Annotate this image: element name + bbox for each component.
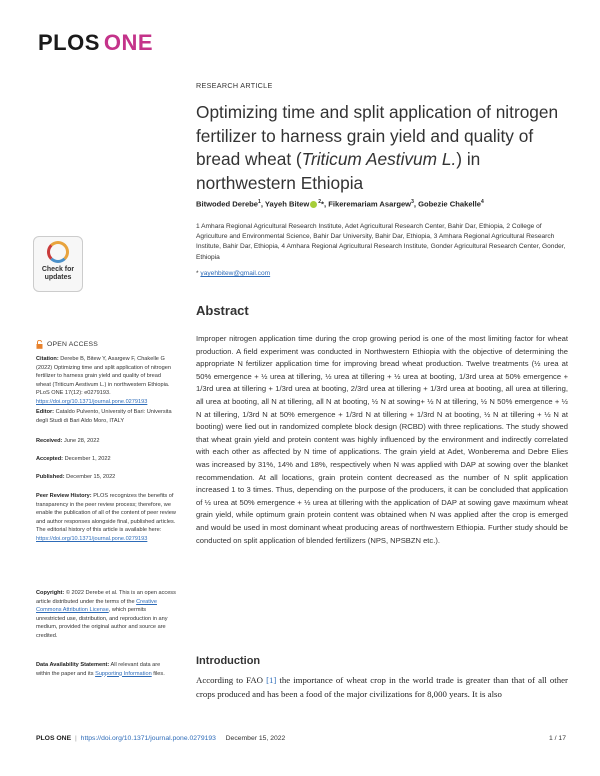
received-date: June 28, 2022 [64, 438, 100, 444]
footer-journal: PLOS ONE [36, 735, 72, 742]
accepted-block [36, 455, 176, 464]
published-date: December 15, 2022 [66, 474, 116, 480]
open-access-label [36, 340, 98, 349]
reference-link[interactable]: [1] [266, 675, 277, 685]
intro-text-1: According to FAO [196, 675, 267, 685]
data-availability-text-2: files. [153, 670, 165, 677]
article-type: RESEARCH ARTICLE [196, 81, 273, 90]
editor-text: Cataldo Pulvento, University of Bari: Universita degli Studi di Bari Aldo Moro, ITALY [36, 409, 172, 424]
published-label: Published: [36, 474, 65, 480]
copyright-text-2: , which permits unrestricted use, distribution, and reproduction in any medium, provided the original author and source are credited. [36, 607, 168, 639]
title-part2: ) in northwestern Ethiopia [196, 149, 481, 193]
author-name[interactable]: Yayeh Bitew [264, 199, 310, 209]
badge-text: Check for updates [41, 266, 75, 281]
page-footer: PLOS ONE | https://doi.org/10.1371/journal.pone.0279193 December 15, 2022 1 / 17 [36, 735, 566, 742]
introduction-text [196, 673, 568, 701]
affiliations: 1 Amhara Regional Agricultural Research Institute, Adet Agricultural Research Center, Bahir Dar, Ethiopia, 2 College of Agriculture and Environmental Science, Bahir Dar University, Bahir Dar, Ethiopia, 3 Amhara Regional Agricultural Research Institute, Bahir Dar, Ethiopia, 4 Amhara Regional Agricultural Research Institute, Gonder Agricultural Research Center, Gonder, Ethiopia [196, 223, 566, 261]
copyright-text: © 2022 Derebe et al. This is an open access article distributed under the terms of the [36, 590, 176, 605]
author-sup: 2 [318, 199, 322, 205]
citation-block [36, 355, 176, 407]
open-access-text: OPEN ACCESS [47, 341, 98, 348]
logo-plos: PLOS [38, 30, 100, 55]
footer-doi-link[interactable]: https://doi.org/10.1371/journal.pone.0279193 [80, 735, 216, 742]
author-name[interactable]: Bitwoded Derebe [196, 199, 259, 209]
orcid-icon[interactable] [310, 201, 317, 208]
received-block [36, 437, 176, 446]
editor-label: Editor: [36, 409, 55, 415]
abstract-heading: Abstract [196, 303, 249, 318]
author-list: Bitwoded Derebe$^1$, Yayeh Bitew $^2$*, Fikeremariam Asargew$^3$, Gobezie Chakelle$^4$ [196, 199, 484, 209]
intro-text-2: the importance of wheat crop in the world trade is greater than that of all other crops produced and has been a food of the major civilizations for 8,000 years. It is also [196, 675, 568, 699]
peer-review-text: PLOS recognizes the benefits of transparency in the peer review process; therefore, we enable the publication of all of the content of peer review and author responses alongside final, published articles. The editorial history of this article is available here: [36, 493, 176, 534]
accepted-label: Accepted: [36, 456, 64, 462]
data-availability-text: All relevant data are within the paper and its [36, 662, 161, 677]
author-sup: 1 [258, 199, 261, 205]
title-part1: Optimizing time and split application of nitrogen fertilizer to harness grain yield and quality of bread wheat ( [196, 102, 559, 169]
citation-label: Citation: [36, 356, 59, 362]
email-link[interactable]: yayehbitew@gmail.com [200, 270, 271, 277]
introduction-heading: Introduction [196, 655, 261, 667]
check-updates-icon [47, 241, 69, 263]
data-availability-label: Data Availability Statement: [36, 662, 110, 668]
copyright-block [36, 589, 176, 641]
copyright-label: Copyright: [36, 590, 65, 596]
footer-date: December 15, 2022 [225, 735, 286, 742]
corresponding-email [196, 270, 270, 277]
abstract-text: Improper nitrogen application time during the crop growing period is one of the most limiting factor for wheat production. A field experiment was conducted in Northwestern Ethiopia with the objective of determining the appropriate N fertilizer application time for improving bread wheat production. Twelve treatments (½ urea at 50% emergence + ½ urea at tillering, ½ urea at tillering + ½ urea at booting, 1/3rd urea at 50% emergence + 1/3rd urea at tillering + 1/3rd urea at booting, 2/3rd urea at tillering + 1/3rd urea at booting, all urea at tillering, all urea at booting, all N at tillering, all N at booting, ½ N at sowing+ ½ N at tillering, ½ N 50% emergence + ½ N at tillering, 1/3rd N at 50% emergence + 1/3rd N at tillering + 1/3rd N at booting, ½ N at tillering + ½ N at booting) were lied out in randomized complete block design (RCBD) with three replications. The study showed that wheat grain yield and protein content was highly influenced by the environment and indirectly correlated with each other as affected by N time of applications. The grain yield at Adet, Wonberema and Debre Elies was increased by 31%, 14% and 18%, respectively when N was applied with DAP at sowing over the blanket recommendation. At all locations, grain protein content decreased as the number of N split application increased 1 to 3 times. Thus, depending on the purpose of the producers, it can be concluded that application of ½ urea at 50% emergence + ½ urea at tillering with the application of DAP at sowing gave maximum wheat grain yield, while optimum grain protein content was obtained when N was applied after the crop is emerged and would be used in most dominant wheat producing areas of northwestern Ethiopia. Further study should be conducted on split application of blended fertilizers (NPS, NPSBZN etc.). [196, 334, 568, 545]
author-name[interactable]: Gobezie Chakelle [418, 199, 481, 209]
page-number: 1 / 17 [548, 735, 566, 742]
citation-doi-link[interactable]: https://doi.org/10.1371/journal.pone.0279193 [36, 398, 148, 405]
supporting-info-link[interactable]: Supporting Information [95, 670, 152, 677]
peer-review-block [36, 492, 176, 544]
peer-review-label: Peer Review History: [36, 493, 92, 499]
accepted-date: December 1, 2022 [64, 456, 111, 462]
corresponding-mark: * [321, 199, 324, 209]
received-label: Received: [36, 438, 63, 444]
email-prefix: * [196, 270, 201, 277]
license-link[interactable]: Creative Commons Attribution License [36, 598, 157, 614]
published-block [36, 473, 176, 482]
citation-text: Derebe B, Bitew Y, Asargew F, Chakelle G (2022) Optimizing time and split application of nitrogen fertilizer to harness grain yield and quality of bread wheat (Triticum Aestivum L.) in northwestern Ethiopia. PLoS ONE 17(12): e0279193. [36, 356, 171, 397]
author-sup: 4 [481, 199, 484, 205]
data-availability-block [36, 661, 176, 678]
check-for-updates-badge[interactable] [33, 236, 83, 292]
editor-block [36, 408, 176, 425]
logo-one: ONE [103, 30, 154, 55]
peer-review-link[interactable]: https://doi.org/10.1371/journal.pone.0279193 [36, 535, 148, 542]
title-species: Triticum Aestivum L. [301, 149, 457, 169]
open-lock-icon [36, 340, 43, 349]
author-sup: 3 [411, 199, 414, 205]
plos-one-logo[interactable] [38, 30, 153, 56]
article-title [196, 101, 571, 195]
author-name[interactable]: Fikeremariam Asargew [328, 199, 412, 209]
